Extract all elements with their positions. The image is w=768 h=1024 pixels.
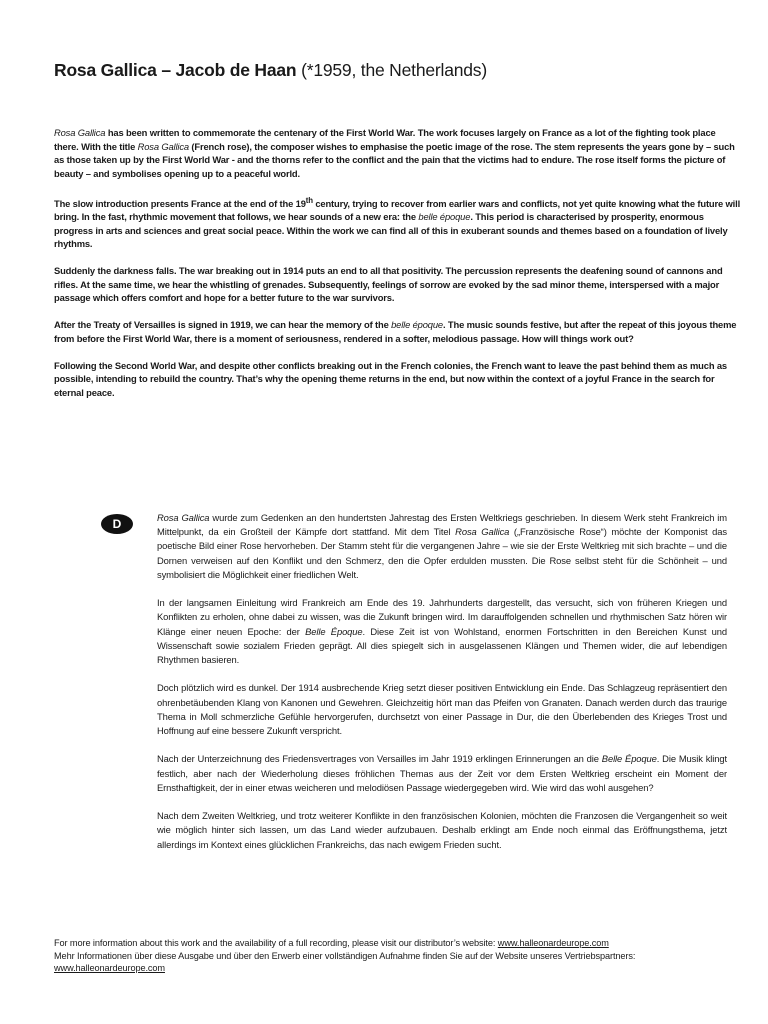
work-title-italic: Rosa Gallica: [54, 127, 106, 138]
de-paragraph-5: Nach dem Zweiten Weltkrieg, und trotz weiterer Konflikte in den französischen Kolonien, möchten die Franzosen die Vergangenheit so weit wie möglich hinter sich lassen, um das Land wieder aufzubauen. Deshalb erklingt am Ende noch einmal das Eröffnungsthema, jetzt allerdings im Kontext eines glücklichen Frankreichs, das nach ewigem Frieden sucht.: [157, 810, 727, 850]
english-description: [54, 126, 742, 413]
page-title: [54, 60, 487, 81]
de-paragraph-4: [157, 752, 727, 795]
text: For more information about this work and the availability of a full recording, please visit our distributor’s website:: [54, 938, 498, 948]
text: (French rose), the composer wishes to emphasise the poetic image of the rose. The stem represents the years gone by – such as those taken up by the First World War - and the thorns refer to the conflict and the pain that the victims had to endure. The rose itself forms the picture of beauty – and symbolises opening up to a peaceful world.: [54, 140, 735, 179]
text: . The music sounds festive, but after the repeat of this joyous theme from before the First World War, there is a moment of seriousness, rendered in a softer, melodious passage. How will things work out?: [54, 319, 737, 344]
italic-term: belle époque: [418, 211, 471, 223]
en-paragraph-4: [54, 318, 742, 345]
distributor-link-en[interactable]: www.halleonardeurope.com: [497, 938, 609, 948]
italic-term: Belle Époque: [305, 625, 363, 637]
text: has been written to commemorate the centenary of the First World War. The work focuses largely on France as a lot of the fighting took place there. With the title: [54, 127, 716, 152]
en-paragraph-2: [54, 194, 742, 251]
text: The slow introduction presents France at the end of the 19: [54, 197, 306, 209]
italic-term: Belle Époque: [601, 753, 657, 765]
german-description: [157, 511, 727, 866]
distributor-link-de[interactable]: www.halleonardeurope.com: [54, 963, 165, 973]
text: In der langsamen Einleitung wird Frankreich am Ende des 19. Jahrhunderts dargestellt, das versucht, sich von früheren Kriegen und Konflikten zu erholen, ohne dabei zu wissen, was die Zukunft bringen wird. Im darauffolgenden schnellen und rhythmischen Satz hören wir Klänge einer neuen Epoche: der: [157, 597, 727, 637]
work-title-italic: Rosa Gallica: [137, 140, 189, 152]
text: wurde zum Gedenken an den hundertsten Jahrestag des Ersten Weltkriegs geschrieben. In diesem Werk steht Frankreich im Mittelpunkt, da ein Großteil der Kämpfe dort stattfand. Mit dem Titel: [157, 512, 727, 538]
language-badge-de: D: [101, 514, 133, 534]
en-paragraph-1: [54, 126, 742, 180]
text: After the Treaty of Versailles is signed in 1919, we can hear the memory of the: [54, 319, 392, 331]
en-paragraph-5: Following the Second World War, and despite other conflicts breaking out in the French colonies, the French want to leave the past behind them as much as possible, intending to rebuild the country. That’s why the opening theme returns in the end, but now within the context of a joyful France in the search for eternal peace.: [54, 359, 727, 398]
superscript: th: [305, 195, 313, 205]
footer-de-line: Mehr Informationen über diese Ausgabe und über den Erwerb einer vollständigen Aufnahme finden Sie auf der Website unseres Vertriebspartners:: [54, 950, 636, 961]
title-work-composer: Rosa Gallica – Jacob de Haan: [54, 60, 297, 80]
text: century, trying to recover from earlier wars and conflicts, not yet quite knowing what the future will bring. In the fast, rhythmic movement that follows, we hear sounds of a new era: the: [54, 197, 741, 223]
work-title-italic: Rosa Gallica: [455, 526, 510, 538]
footer-info: [54, 937, 744, 975]
text: . Diese Zeit ist von Wohlstand, enormen Fortschritten in den Bereichen Kunst und Wissenschaft sowie sozialem Frieden geprägt. All dies spiegelt sich in ausgelassenen Klängen und Themen wider, die auf lebendigen Rhythmen basieren.: [157, 625, 728, 666]
text: . This period is characterised by prosperity, enormous progress in arts and sciences and great social peace. Within the work we can find all of this in exuberant sounds and themes based on a foundation of lively rhythms.: [54, 211, 728, 250]
title-composer-info: (*1959, the Netherlands): [296, 60, 487, 80]
text: („Französische Rose“) möchte der Komponist das poetische Bild einer Rose hervorheben. Der Stamm steht für die vergangenen Jahre – wie sie der Erste Weltkrieg mit sich brachte – und die Dornen verweisen auf den Konflikt und den Schmerz, den die Opfer erdulden mussten. Die Rose selbst steht für die Schönheit – und symbolisiert die Möglichkeit einer friedlichen Welt.: [157, 526, 727, 580]
work-title-italic: Rosa Gallica: [157, 512, 210, 523]
text: . Die Musik klingt festlich, aber nach der Wiederholung dieses fröhlichen Themas aus der Zeit vor dem Ersten Weltkrieg erscheint ein Moment der Ernsthaftigkeit, der in einer etwas weicheren und melodiösen Passage wiedergegeben wird. Wie wird das wohl ausgehen?: [157, 753, 727, 793]
de-paragraph-1: [157, 511, 727, 582]
en-paragraph-3: Suddenly the darkness falls. The war breaking out in 1914 puts an end to all that positivity. The percussion represents the deafening sound of cannons and rifles. At the same time, we hear the whistling of grenades. Subsequently, feelings of sorrow are evoked by the sad minor theme, interspersed with a major passage which offers comfort and hope for a better future to the war survivors.: [54, 265, 723, 304]
de-paragraph-2: [157, 596, 727, 667]
text: Nach der Unterzeichnung des Friedensvertrages von Versailles im Jahr 1919 erklingen Erinnerungen an die: [157, 753, 602, 765]
de-paragraph-3: Doch plötzlich wird es dunkel. Der 1914 ausbrechende Krieg setzt dieser positiven Entwicklung ein Ende. Das Schlagzeug repräsentiert den ohrenbetäubenden Klang von Kanonen und Gewehren. Gleichzeitig hört man das Pfeifen von Granaten. Danach werden durch das traurige Thema in Moll schmerzliche Gefühle hervorgerufen, durchsetzt von einer Passage in Dur, die den Überlebenden des Krieges Trost und Hoffnung auf eine bessere Zukunft verspricht.: [157, 682, 727, 737]
italic-term: belle époque: [391, 319, 443, 331]
footer-en-line: [54, 937, 744, 950]
footer-de-link-line: [54, 962, 744, 975]
